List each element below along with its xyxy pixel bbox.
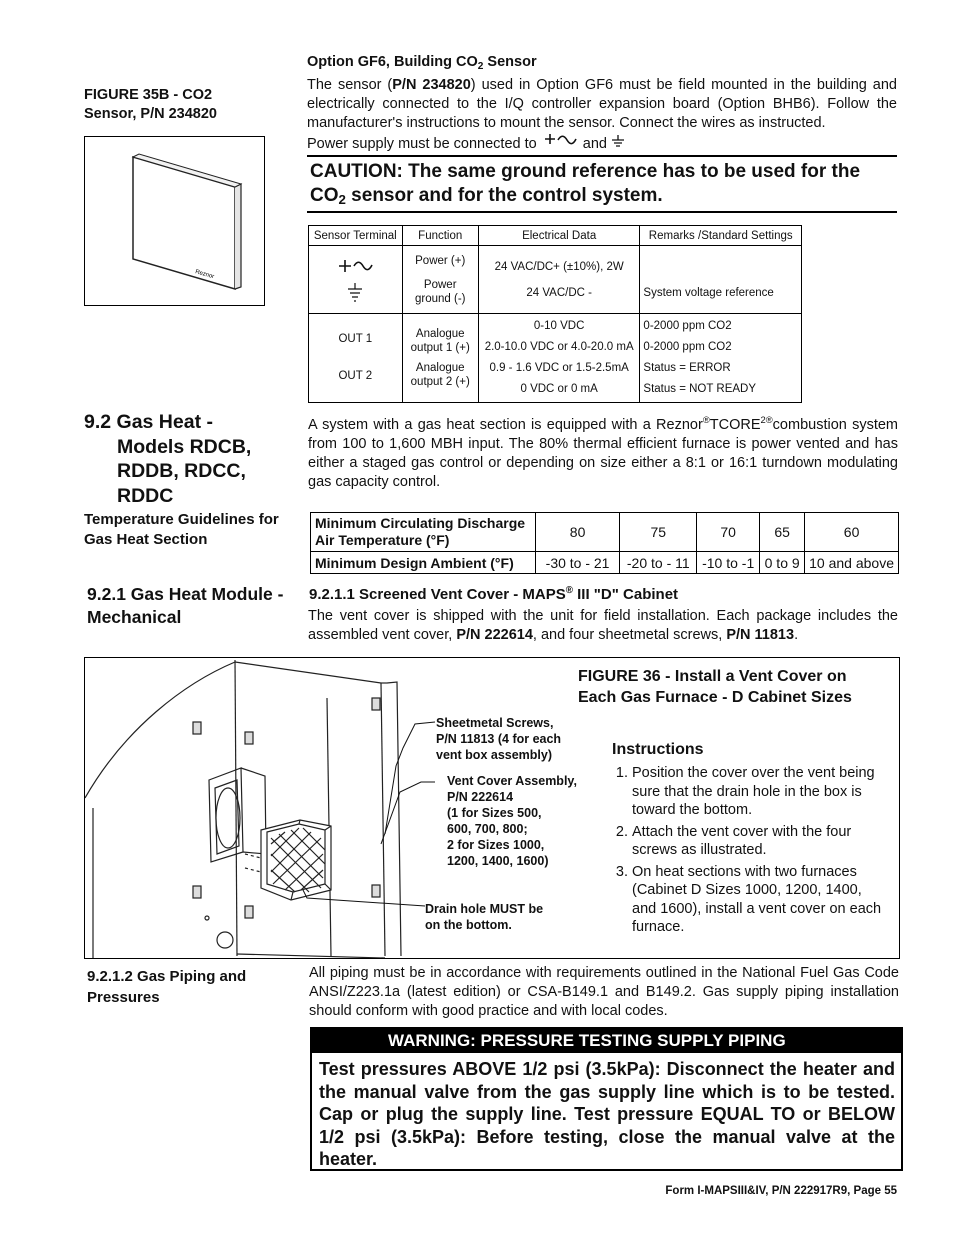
power-data: 24 VAC/DC+ (±10%), 2W [494,260,624,273]
instructions-title: Instructions [612,741,704,758]
section-9-2-1-1-heading: 9.2.1.1 Screened Vent Cover - MAPS® III "D" Cabinet [309,585,679,603]
power-plus-tilde-icon [541,132,579,150]
row2-value: 0 to 9 [760,552,805,574]
out2-function: Analogue output 2 (+) [410,362,470,388]
out2-data-a: 0.9 - 1.6 VDC or 1.5-2.5mA [489,362,629,374]
instruction-step: 3. On heat sections with two furnaces (Cabinet D Sizes 1000, 1200, 1400, and 1600), install a vent cover on each furnace. [632,863,882,937]
gas-heat-intro: A system with a gas heat section is equipped with a $Reznor®TCORE^{2®}combustion$ system from 100 to 1,600 MBH input. The 80% thermal efficient furnace is power vented and has either a staged gas control or depending on size either a 8:1 or 16:1 turndown modulating gas capacity control. [308,414,899,490]
instruction-step: 1. Position the cover over the vent being sure that the drain hole in the box is toward the bottom. [632,764,882,820]
power-function: Power (+) [415,254,466,267]
out2-remark-b: Status = NOT READY [643,383,757,395]
vent-cover-callout: Vent Cover Assembly, P/N 222614 (1 for Sizes 500, 600, 700, 800; 2 for Sizes 1000, 1200, 1400, 1600) [447,774,577,868]
ground-icon [611,134,625,150]
th-electrical-data: Electrical Data [478,226,640,246]
page-footer: Form I-MAPSIII&IV, P/N 222917R9, Page 55 [665,1185,897,1197]
th-remarks: Remarks /Standard Settings [640,226,802,246]
figure-36-title: FIGURE 36 - Install a Vent Cover on Each Gas Furnace - D Cabinet Sizes [578,668,852,706]
caution-rule-bottom [307,211,897,213]
piping-text: All piping must be in accordance with requirements outlined in the National Fuel Gas Code ANSI/Z223.1a (latest edition) or CSA-B149.1 and B149.2. Gas supply piping installation should conform with good practice and with local codes. [309,965,899,1019]
power-terminal-icons [309,246,403,314]
instructions-list [612,764,882,940]
section-9-2-1-2-heading: 9.2.1.2 Gas Piping and Pressures [87,968,247,1006]
out-terminal-cell [309,314,403,403]
option-gf6-text: The sensor (P/N 234820) used in Option GF6 must be field mounted in the building and electrically connected to the I/Q controller expansion board (Option BHB6). Follow the manufacturer's instructions to mount the sensor. Connect the wires as instructed. [307,77,897,131]
section-9-2-heading: 9.2 Gas Heat - Models RDCB, RDDB, RDCC, RDDC [84,411,252,507]
warning-title: WARNING: PRESSURE TESTING SUPPLY PIPING [312,1029,901,1053]
temperature-table [310,512,899,574]
th-function: Function [402,226,478,246]
power-data-cell [478,246,640,314]
figure-35b-title: FIGURE 35B - CO2 Sensor, P/N 234820 [84,87,217,122]
section-9-2-1-heading: 9.2.1 Gas Heat Module - Mechanical [87,584,284,627]
vent-cover-text: The vent cover is shipped with the unit for field installation. Each package includes the assembled vent cover, P/N 222614, and four sheetmetal screws, P/N 11813. [308,608,898,643]
out2-data-b: 0 VDC or 0 mA [520,383,598,395]
sensor-brand-label: Reznor [194,269,215,281]
row1-value: 60 [805,513,899,552]
out1-data-a: 0-10 VDC [533,320,585,332]
sensor-terminal-table [308,225,802,403]
row1-value: 70 [697,513,760,552]
out1-function: Analogue output 1 (+) [410,328,470,354]
co2-sensor-figure [84,136,265,306]
out2-terminal: OUT 2 [338,370,373,382]
warning-box [310,1027,903,1171]
temperature-guidelines-heading: Temperature Guidelines for Gas Heat Section [84,511,279,548]
row2-value: 10 and above [805,552,899,574]
out-function-cell [402,314,478,403]
th-sensor-terminal: Sensor Terminal [309,226,403,246]
power-function-cell [402,246,478,314]
ground-data: 24 VAC/DC - [526,286,592,299]
option-gf6-heading: Option GF6, Building $CO_2$ Sensor [307,54,537,72]
out1-data-b: 2.0-10.0 VDC or 4.0-20.0 mA [484,341,634,353]
out1-terminal: OUT 1 [338,333,373,345]
instruction-step: 2. Attach the vent cover with the four screws as illustrated. [632,823,882,860]
row2-label: Minimum Design Ambient (°F) [311,552,536,574]
row2-value: -30 to - 21 [535,552,620,574]
row1-value: 80 [535,513,620,552]
ground-function: Power ground (-) [414,278,466,305]
out1-remark-b: 0-2000 ppm CO2 [643,341,732,353]
caution-text: CAUTION: The same ground reference has to be used for the $CO_2$ sensor and for the control system. [310,161,861,207]
row2-value: -10 to -1 [697,552,760,574]
figure-36-frame [84,657,900,959]
screws-callout: Sheetmetal Screws, P/N 11813 (4 for each vent box assembly) [436,716,562,762]
warning-text: Test pressures ABOVE 1/2 psi (3.5kPa): Disconnect the heater and the manual valve from the gas supply line which is to be tested. Cap or plug the supply line. Test pressure EQUAL TO or BELOW 1/2 psi (3.5kPa): Before testing, close the manual valve at the heater. [319,1059,895,1169]
out-data-cell [478,314,640,403]
co2-sensor-illustration [85,137,264,305]
out-remark-cell [640,314,802,403]
power-remark-cell [640,246,802,314]
ground-remark: System voltage reference [643,287,774,299]
row1-value: 75 [620,513,697,552]
out1-remark-a: 0-2000 ppm CO2 [643,320,732,332]
row2-value: -20 to - 11 [620,552,697,574]
row1-value: 65 [760,513,805,552]
caution-rule-top [307,155,897,157]
drain-hole-callout: Drain hole MUST be on the bottom. [425,902,544,932]
power-ground-symbols [335,253,375,303]
power-supply-line: Power supply must be connected to and [307,132,625,154]
out2-remark-a: Status = ERROR [643,362,731,374]
row1-label: Minimum Circulating Discharge Air Temperature (°F) [311,513,536,552]
